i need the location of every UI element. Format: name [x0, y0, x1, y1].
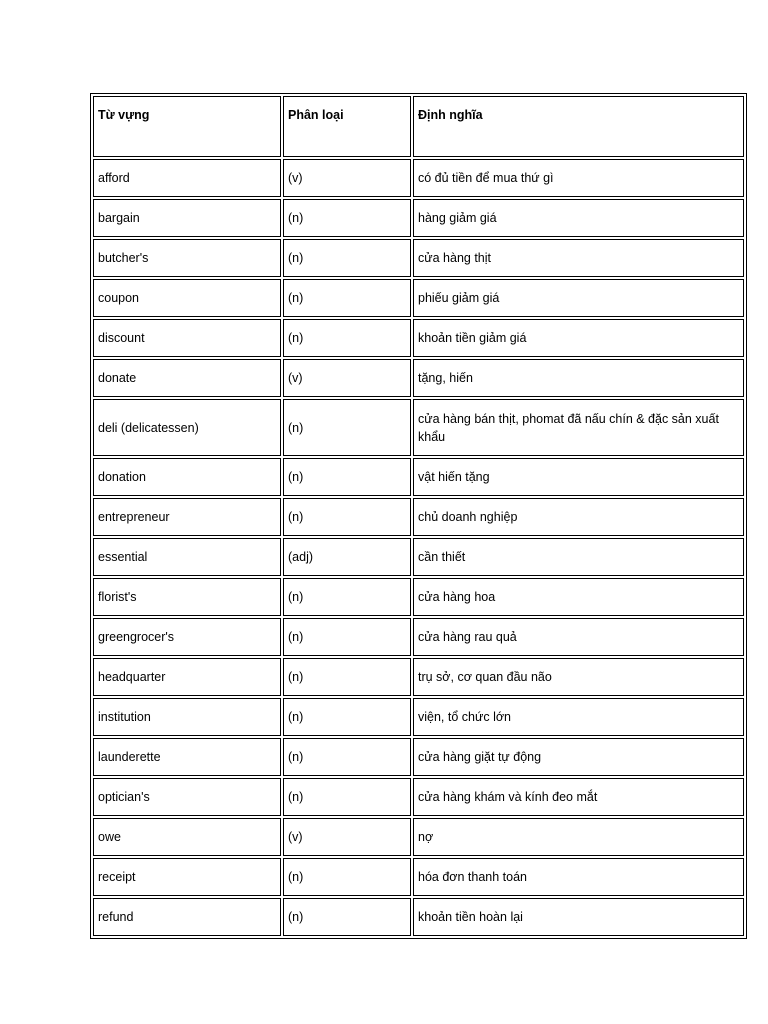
cell-word: donate	[93, 359, 281, 397]
cell-type: (n)	[283, 458, 411, 496]
cell-word: entrepreneur	[93, 498, 281, 536]
cell-type: (n)	[283, 618, 411, 656]
table-row	[93, 359, 744, 397]
cell-word: launderette	[93, 738, 281, 776]
cell-definition: cửa hàng bán thịt, phomat đã nấu chín & đặc sản xuất khẩu	[413, 399, 744, 456]
cell-definition: cửa hàng hoa	[413, 578, 744, 616]
cell-word: florist's	[93, 578, 281, 616]
table-row	[93, 498, 744, 536]
cell-definition: hóa đơn thanh toán	[413, 858, 744, 896]
cell-definition: cửa hàng khám và kính đeo mắt	[413, 778, 744, 816]
cell-word: discount	[93, 319, 281, 357]
cell-word: refund	[93, 898, 281, 936]
cell-type: (n)	[283, 858, 411, 896]
table-row	[93, 738, 744, 776]
table-row	[93, 199, 744, 237]
table-row	[93, 239, 744, 277]
cell-type: (adj)	[283, 538, 411, 576]
table-row	[93, 658, 744, 696]
cell-word: receipt	[93, 858, 281, 896]
cell-type: (n)	[283, 279, 411, 317]
cell-word: deli (delicatessen)	[93, 399, 281, 456]
table-row	[93, 778, 744, 816]
cell-definition: trụ sở, cơ quan đầu não	[413, 658, 744, 696]
cell-type: (v)	[283, 159, 411, 197]
table-row	[93, 159, 744, 197]
cell-type: (n)	[283, 898, 411, 936]
table-row	[93, 898, 744, 936]
cell-definition: hàng giảm giá	[413, 199, 744, 237]
cell-type: (n)	[283, 498, 411, 536]
table-row	[93, 618, 744, 656]
cell-type: (n)	[283, 319, 411, 357]
cell-definition: cần thiết	[413, 538, 744, 576]
cell-type: (n)	[283, 738, 411, 776]
cell-word: essential	[93, 538, 281, 576]
cell-word: optician's	[93, 778, 281, 816]
table-row	[93, 698, 744, 736]
vocabulary-table	[90, 93, 747, 939]
cell-type: (n)	[283, 778, 411, 816]
cell-type: (n)	[283, 199, 411, 237]
table-header-row	[93, 96, 744, 157]
cell-definition: khoản tiền hoàn lại	[413, 898, 744, 936]
header-definition: Định nghĩa	[413, 96, 744, 157]
cell-word: greengrocer's	[93, 618, 281, 656]
cell-word: donation	[93, 458, 281, 496]
cell-definition: tặng, hiến	[413, 359, 744, 397]
cell-word: afford	[93, 159, 281, 197]
cell-definition: cửa hàng rau quả	[413, 618, 744, 656]
table-row	[93, 538, 744, 576]
cell-definition: khoản tiền giảm giá	[413, 319, 744, 357]
cell-type: (n)	[283, 698, 411, 736]
cell-type: (n)	[283, 658, 411, 696]
cell-word: bargain	[93, 199, 281, 237]
cell-definition: cửa hàng thịt	[413, 239, 744, 277]
cell-definition: cửa hàng giặt tự động	[413, 738, 744, 776]
table-row	[93, 858, 744, 896]
cell-word: institution	[93, 698, 281, 736]
cell-word: owe	[93, 818, 281, 856]
cell-word: butcher's	[93, 239, 281, 277]
cell-type: (n)	[283, 399, 411, 456]
table-row	[93, 578, 744, 616]
cell-word: coupon	[93, 279, 281, 317]
cell-definition: phiếu giảm giá	[413, 279, 744, 317]
table-row	[93, 818, 744, 856]
table-row	[93, 458, 744, 496]
cell-type: (v)	[283, 818, 411, 856]
cell-word: headquarter	[93, 658, 281, 696]
header-type: Phân loại	[283, 96, 411, 157]
cell-definition: vật hiến tặng	[413, 458, 744, 496]
cell-type: (n)	[283, 578, 411, 616]
cell-type: (n)	[283, 239, 411, 277]
cell-definition: nợ	[413, 818, 744, 856]
cell-definition: viện, tổ chức lớn	[413, 698, 744, 736]
cell-definition: có đủ tiền để mua thứ gì	[413, 159, 744, 197]
table-row	[93, 279, 744, 317]
table-row	[93, 319, 744, 357]
cell-type: (v)	[283, 359, 411, 397]
table-row	[93, 399, 744, 456]
cell-definition: chủ doanh nghiệp	[413, 498, 744, 536]
header-word: Từ vựng	[93, 96, 281, 157]
